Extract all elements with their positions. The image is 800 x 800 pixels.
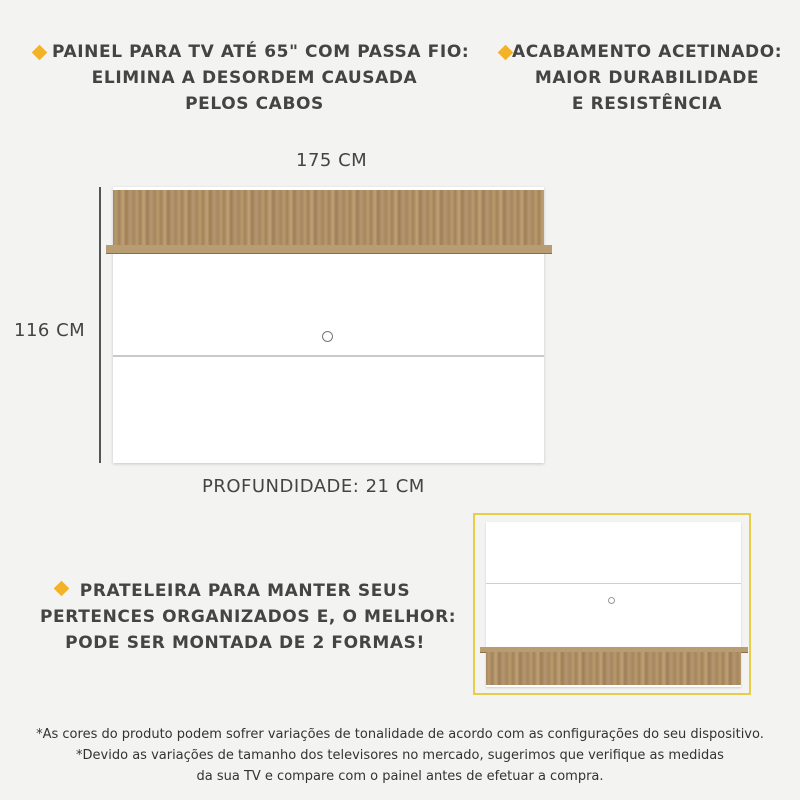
feature-line: E RESISTÊNCIA [571, 94, 723, 114]
panel-groove [113, 355, 544, 357]
feature-line: PERTENCES ORGANIZADOS E, O MELHOR: [40, 607, 457, 627]
bullet-diamond-icon [32, 45, 48, 61]
disclaimer-line: *Devido as variações de tamanho dos televisores no mercado, sugerimos que verifique as medidas [76, 748, 724, 763]
feature-line: ACABAMENTO ACETINADO: [512, 42, 783, 62]
panel-shelf [106, 245, 552, 254]
feature-finish [512, 39, 782, 117]
feature-line: PAINEL PARA TV ATÉ 65" COM PASSA FIO: [52, 42, 470, 62]
width-dimension-label: 175 CM [296, 150, 368, 171]
cable-pass-hole-icon [322, 331, 333, 342]
feature-line: ELIMINA A DESORDEM CAUSADA [91, 68, 418, 88]
bullet-diamond-icon [498, 45, 514, 61]
height-dimension-line [99, 187, 101, 463]
cable-pass-hole-icon [608, 597, 615, 604]
wood-top-section [113, 190, 544, 245]
depth-dimension-label: PROFUNDIDADE: 21 CM [202, 476, 425, 497]
feature-line: PRATELEIRA PARA MANTER SEUS [79, 581, 411, 601]
disclaimer-line: *As cores do produto podem sofrer variações de tonalidade de acordo com as configurações do seu dispositivo. [36, 727, 764, 742]
alternate-wood-bottom-section [486, 652, 741, 685]
alternate-panel-groove [486, 583, 741, 584]
disclaimer-line: da sua TV e compare com o painel antes de efetuar a compra. [196, 769, 604, 784]
feature-line: PELOS CABOS [185, 94, 324, 114]
feature-line: MAIOR DURABILIDADE [534, 68, 760, 88]
feature-tv-panel [52, 39, 470, 117]
disclaimer-notes [0, 724, 800, 787]
feature-shelf [40, 578, 457, 656]
height-dimension-label: 116 CM [14, 320, 86, 341]
feature-line: PODE SER MONTADA DE 2 FORMAS! [65, 633, 425, 653]
